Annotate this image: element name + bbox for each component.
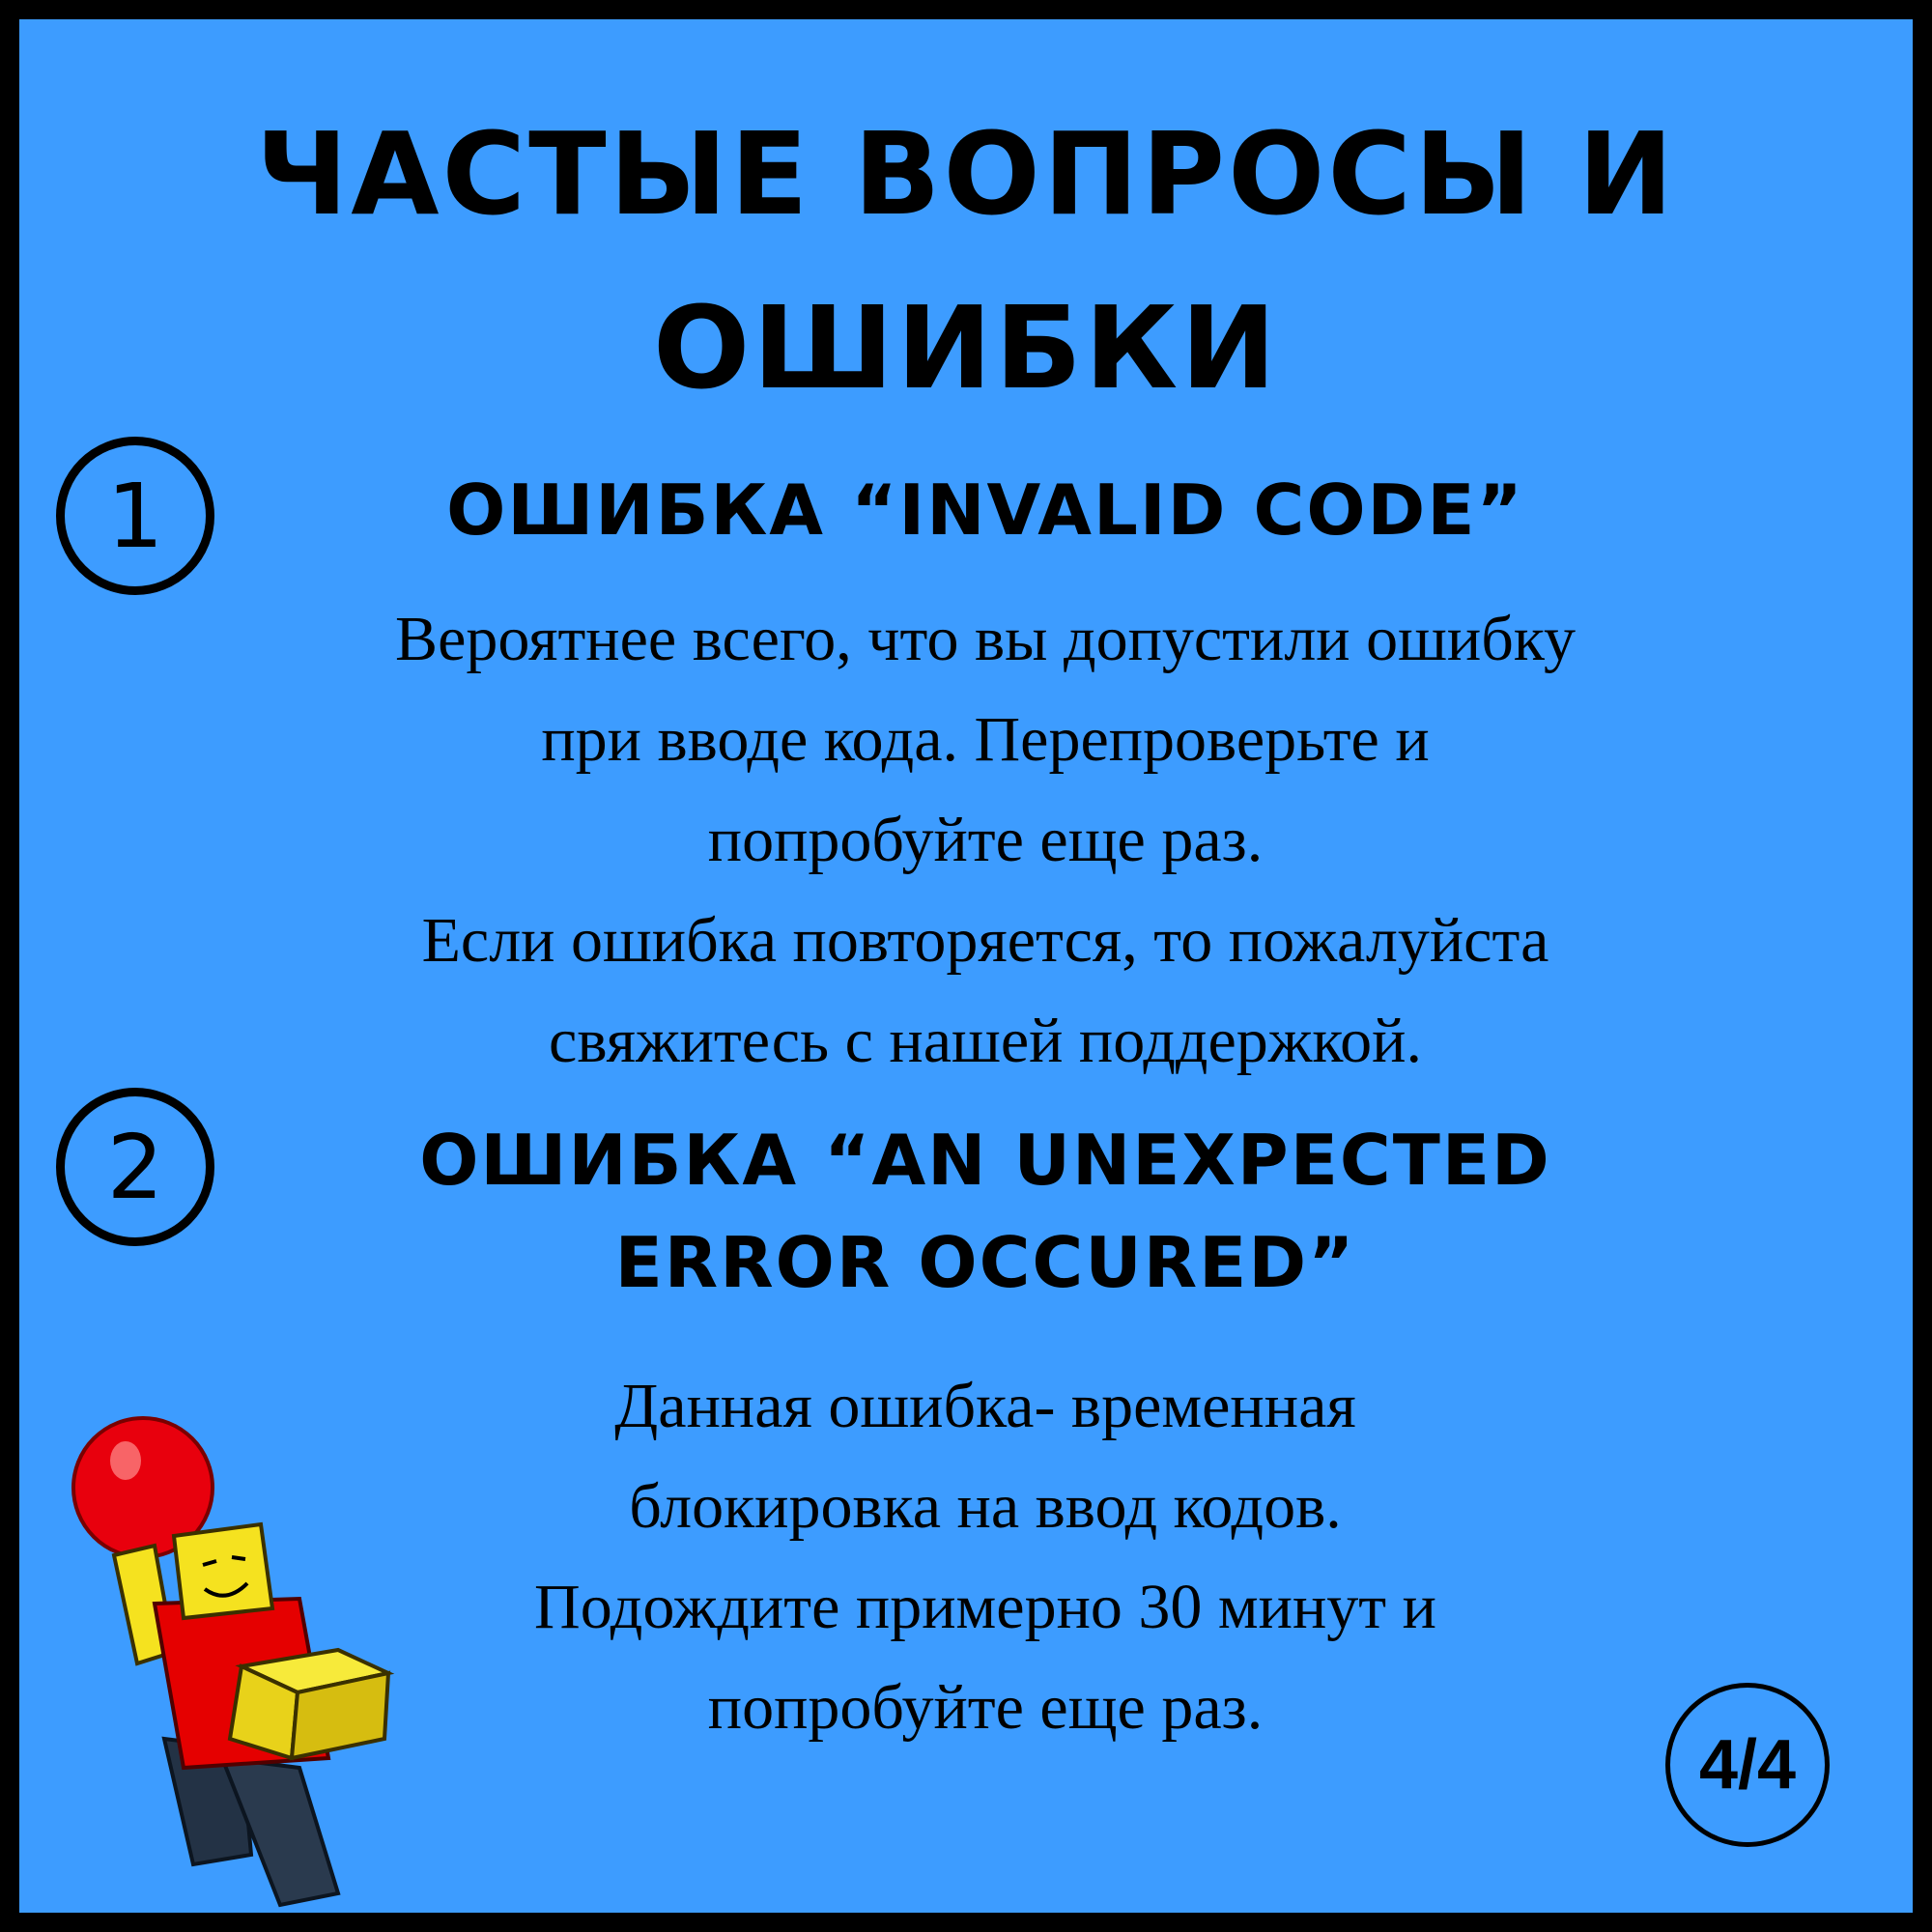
title-line-2: ОШИБКИ	[653, 281, 1279, 414]
paragraph-line: свяжитесь с нашей поддержкой.	[549, 1006, 1422, 1076]
paragraph-line: при вводе кода. Перепроверьте и	[541, 704, 1430, 775]
page-indicator	[1665, 1683, 1830, 1847]
heading-line: ОШИБКА “AN UNEXPECTED	[419, 1120, 1551, 1201]
paragraph-line: блокировка на ввод кодов.	[629, 1471, 1342, 1542]
paragraph-line: Подождите примерно 30 минут и	[534, 1572, 1436, 1642]
heading-line: ОШИБКА “INVALID CODE”	[446, 469, 1524, 551]
item-number-2: 2	[106, 1115, 164, 1219]
item-number-badge-1	[56, 437, 214, 595]
faq-card	[19, 19, 1913, 1913]
error-description-unexpected-error	[270, 1356, 1700, 1758]
page-title	[19, 87, 1913, 435]
paragraph-line: Если ошибка повторяется, то пожалуйста	[421, 905, 1549, 976]
item-number-1: 1	[106, 464, 164, 568]
error-heading-invalid-code	[309, 459, 1662, 561]
page-indicator-text: 4/4	[1698, 1726, 1797, 1804]
roblox-character-with-red-balloon-icon	[48, 1410, 415, 1913]
heading-line: ERROR OCCURED”	[614, 1222, 1356, 1303]
paragraph-line: Вероятнее всего, что вы допустили ошибку	[395, 604, 1576, 674]
title-line-1: ЧАСТЫЕ ВОПРОСЫ И	[255, 107, 1677, 241]
paragraph-line: попробуйте еще раз.	[707, 805, 1264, 875]
error-heading-unexpected-error	[309, 1109, 1662, 1314]
paragraph-line: Данная ошибка- временная	[614, 1371, 1356, 1441]
error-description-invalid-code	[270, 589, 1700, 1092]
paragraph-line: попробуйте еще раз.	[707, 1672, 1264, 1743]
item-number-badge-2	[56, 1088, 214, 1246]
